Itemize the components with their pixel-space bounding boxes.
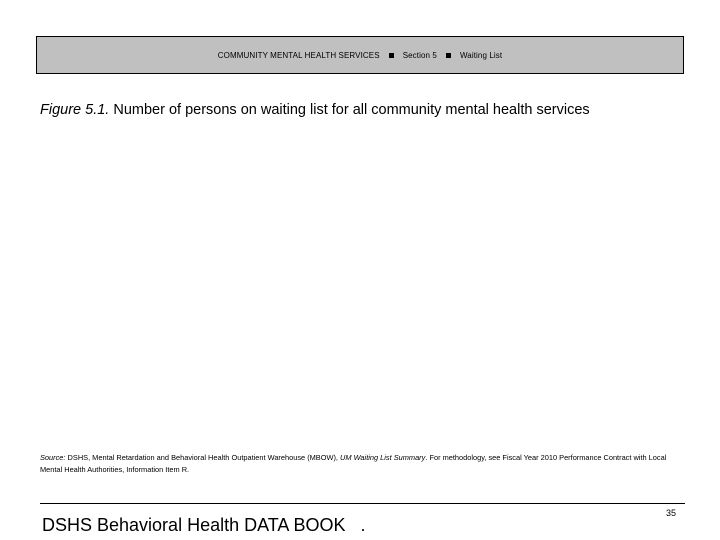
figure-title (40, 100, 680, 120)
square-bullet-icon (389, 53, 394, 58)
footer-book-title (42, 515, 365, 536)
source-label: Source: (40, 453, 66, 462)
square-bullet-icon (446, 53, 451, 58)
source-text: DSHS, Mental Retardation and Behavioral Health Outpatient Warehouse (MBOW), (67, 453, 338, 462)
header-section: COMMUNITY MENTAL HEALTH SERVICES (217, 50, 380, 60)
header-part: Section 5 (402, 50, 437, 60)
book-title: DSHS Behavioral Health DATA BOOK (42, 515, 346, 535)
footer-dot: . (360, 515, 366, 535)
running-header (36, 36, 684, 74)
page-number: 35 (666, 508, 677, 518)
figure-caption: Number of persons on waiting list for all community mental health services (113, 102, 590, 118)
source-text-2: . For methodology, see Fiscal Year 2010 Performance Contract with Local Mental Health Authorities, Information Item R. (40, 453, 667, 474)
source-report: UM Waiting List Summary (340, 453, 426, 462)
source-note (40, 452, 680, 476)
figure-label: Figure 5.1. (40, 102, 110, 118)
footer-divider (40, 503, 685, 504)
header-topic: Waiting List (459, 50, 503, 60)
